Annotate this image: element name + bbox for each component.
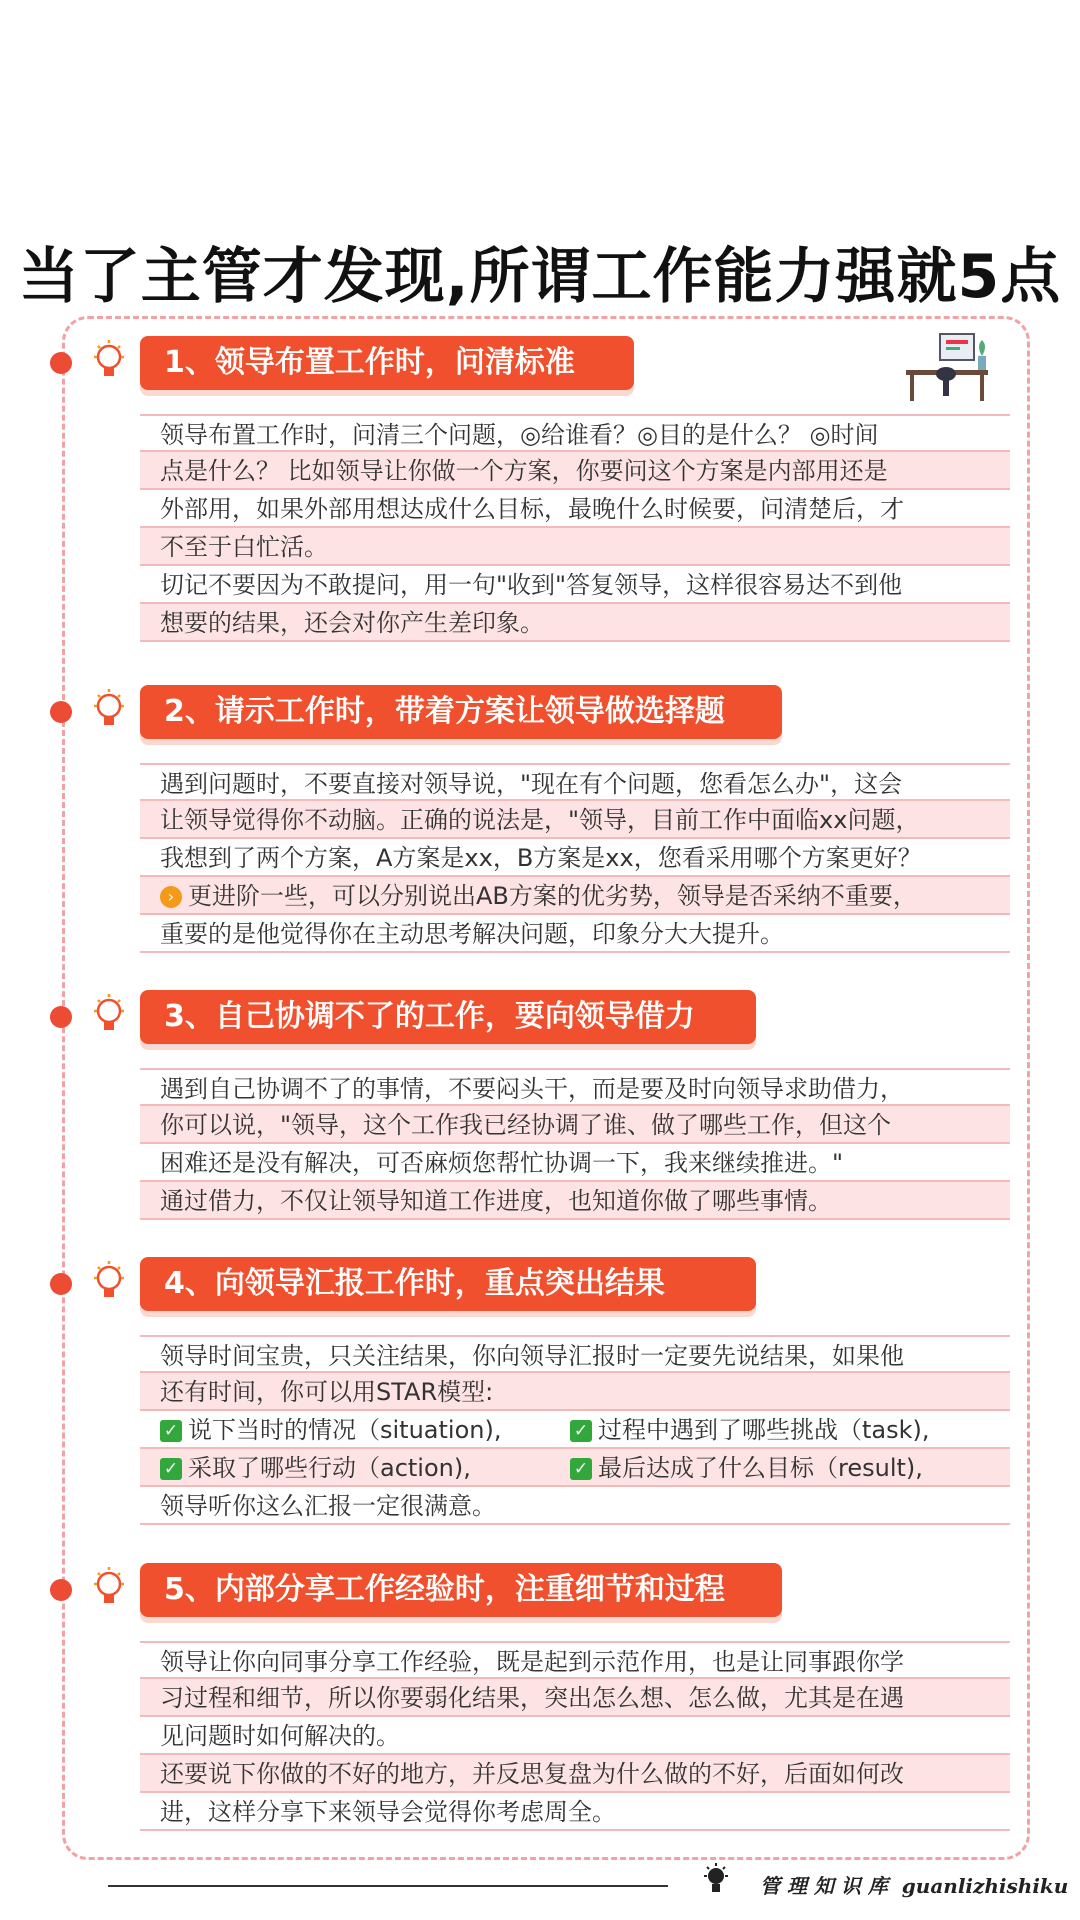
lightbulb-icon xyxy=(702,1862,730,1902)
timeline-dot xyxy=(50,352,72,374)
lightbulb-icon xyxy=(90,1259,128,1305)
star-item-text: 说下当时的情况（situation), xyxy=(188,1416,502,1444)
arrow-right-icon: › xyxy=(160,886,182,908)
body-line: 领导听你这么汇报一定很满意。 xyxy=(140,1487,1010,1525)
body-line: 让领导觉得你不动脑。正确的说法是，"领导，目前工作中面临xx问题， xyxy=(140,801,1010,839)
star-item xyxy=(160,1411,570,1449)
star-row xyxy=(140,1449,1010,1487)
body-line: 外部用，如果外部用想达成什么目标，最晚什么时候要，问清楚后，才 xyxy=(140,490,1010,528)
footer-brand-name: 管 理 知 识 库 xyxy=(760,1874,888,1898)
checkmark-icon: ✓ xyxy=(160,1420,182,1442)
timeline-dot xyxy=(50,1579,72,1601)
body-line: 进，这样分享下来领导会觉得你考虑周全。 xyxy=(140,1793,1010,1831)
star-item-text: 最后达成了什么目标（result), xyxy=(598,1454,923,1482)
star-row xyxy=(140,1411,1010,1449)
body-line xyxy=(140,877,1010,915)
timeline-dot xyxy=(50,1273,72,1295)
body-line: 不至于白忙活。 xyxy=(140,528,1010,566)
lightbulb-icon xyxy=(90,338,128,384)
timeline-dot xyxy=(50,701,72,723)
body-line: 切记不要因为不敢提问，用一句"收到"答复领导，这样很容易达不到他 xyxy=(140,566,1010,604)
body-line-text: 更进阶一些，可以分别说出AB方案的优劣势，领导是否采纳不重要， xyxy=(188,882,917,910)
section-heading: 4、向领导汇报工作时，重点突出结果 xyxy=(140,1257,756,1311)
body-line: 领导布置工作时，问清三个问题，◎给谁看？◎目的是什么？ ◎时间 xyxy=(140,414,1010,452)
star-item xyxy=(160,1449,570,1487)
lightbulb-icon xyxy=(90,992,128,1038)
body-line: 你可以说，"领导，这个工作我已经协调了谁、做了哪些工作，但这个 xyxy=(140,1106,1010,1144)
lightbulb-icon xyxy=(90,1565,128,1611)
body-line: 领导让你向同事分享工作经验，既是起到示范作用，也是让同事跟你学 xyxy=(140,1641,1010,1679)
section-body xyxy=(140,1068,1010,1220)
body-line: 见问题时如何解决的。 xyxy=(140,1717,1010,1755)
star-item xyxy=(570,1411,980,1449)
body-line: 重要的是他觉得你在主动思考解决问题，印象分大大提升。 xyxy=(140,915,1010,953)
body-line: 领导时间宝贵，只关注结果，你向领导汇报时一定要先说结果，如果他 xyxy=(140,1335,1010,1373)
footer-brand xyxy=(760,1870,1068,1899)
checkmark-icon: ✓ xyxy=(570,1458,592,1480)
body-line: 点是什么？ 比如领导让你做一个方案，你要问这个方案是内部用还是 xyxy=(140,452,1010,490)
star-item-text: 采取了哪些行动（action), xyxy=(188,1454,471,1482)
body-line: 我想到了两个方案，A方案是xx，B方案是xx，您看采用哪个方案更好？ xyxy=(140,839,1010,877)
section-body xyxy=(140,414,1010,642)
body-line: 通过借力，不仅让领导知道工作进度，也知道你做了哪些事情。 xyxy=(140,1182,1010,1220)
checkmark-icon: ✓ xyxy=(160,1458,182,1480)
section-heading: 2、请示工作时，带着方案让领导做选择题 xyxy=(140,685,782,739)
body-line: 困难还是没有解决，可否麻烦您帮忙协调一下，我来继续推进。" xyxy=(140,1144,1010,1182)
star-item xyxy=(570,1449,980,1487)
body-line: 还有时间，你可以用STAR模型: xyxy=(140,1373,1010,1411)
section-body xyxy=(140,1641,1010,1831)
timeline-dot xyxy=(50,1006,72,1028)
section-heading: 3、自己协调不了的工作，要向领导借力 xyxy=(140,990,756,1044)
section-body xyxy=(140,763,1010,953)
section-body xyxy=(140,1335,1010,1525)
section-heading: 1、领导布置工作时，问清标准 xyxy=(140,336,634,390)
section-heading: 5、内部分享工作经验时，注重细节和过程 xyxy=(140,1563,782,1617)
desk-illustration xyxy=(900,330,992,404)
checkmark-icon: ✓ xyxy=(570,1420,592,1442)
body-line: 遇到问题时，不要直接对领导说，"现在有个问题，您看怎么办"，这会 xyxy=(140,763,1010,801)
page-title: 当了主管才发现,所谓工作能力强就5点 xyxy=(18,242,1062,312)
body-line: 习过程和细节，所以你要弱化结果，突出怎么想、怎么做，尤其是在遇 xyxy=(140,1679,1010,1717)
lightbulb-icon xyxy=(90,687,128,733)
footer-handle: guanlizhishiku xyxy=(901,1874,1069,1898)
footer-divider xyxy=(108,1885,668,1887)
body-line: 想要的结果，还会对你产生差印象。 xyxy=(140,604,1010,642)
body-line: 遇到自己协调不了的事情，不要闷头干，而是要及时向领导求助借力， xyxy=(140,1068,1010,1106)
star-item-text: 过程中遇到了哪些挑战（task), xyxy=(598,1416,930,1444)
body-line: 还要说下你做的不好的地方，并反思复盘为什么做的不好，后面如何改 xyxy=(140,1755,1010,1793)
